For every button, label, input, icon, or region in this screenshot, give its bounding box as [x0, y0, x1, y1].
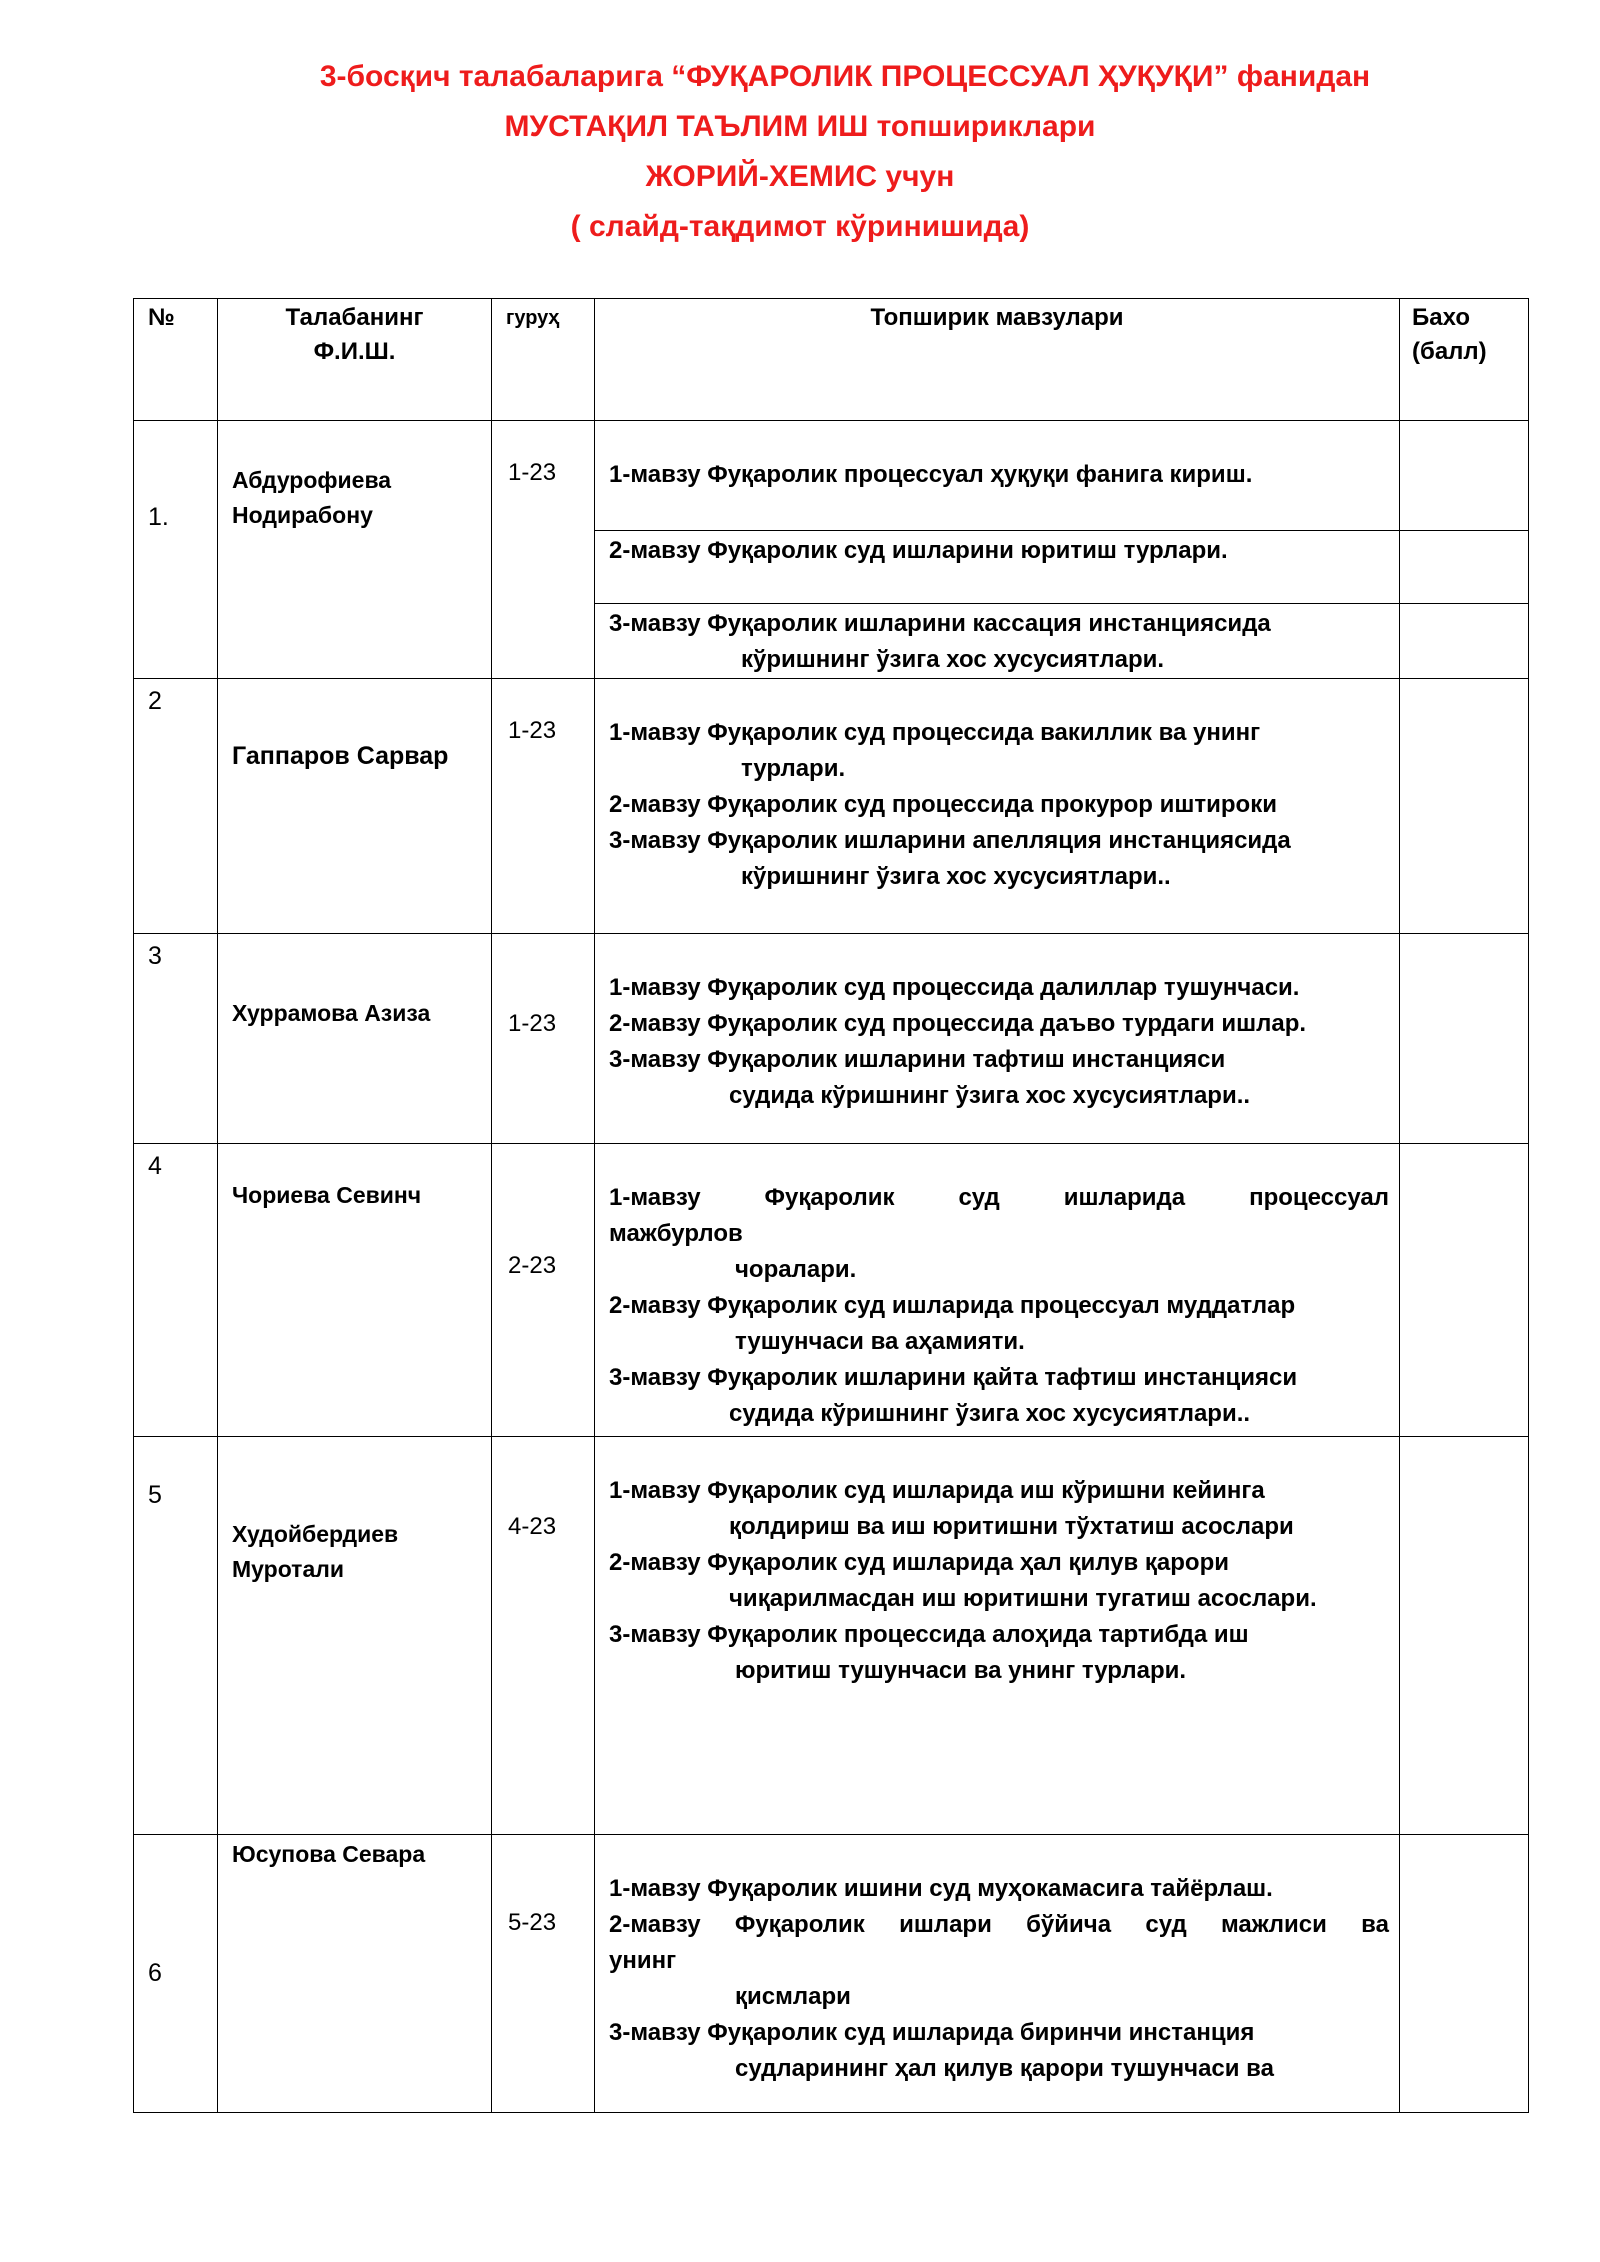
table-row [134, 1144, 1529, 1437]
topic-3: 3-мавзу Фуқаролик ишларини апелляция инстанциясида [609, 827, 1291, 854]
topic-3: 3-мавзу Фуқаролик ишларини кассация инстанциясида [609, 610, 1271, 637]
student-name-line1: Юсупова Севара [232, 1841, 426, 1867]
row-number: 5 [148, 1481, 162, 1509]
topic-3-cont: юритиш тушунчаси ва унинг турлари. [735, 1657, 1187, 1684]
topic-3-cont: судларининг ҳал қилув қарори тушунчаси ва [735, 2055, 1274, 2082]
topic-word: ва [1361, 1911, 1389, 1938]
document-title [0, 52, 1600, 252]
title-line-2: МУСТАҚИЛ ТАЪЛИМ ИШ топшириклари [504, 110, 1096, 143]
student-name-cell [218, 934, 492, 1144]
topic-word: бўйича [1026, 1911, 1112, 1938]
student-name-cell [218, 1835, 492, 2113]
table-row [134, 679, 1529, 934]
header-grade-line1: Бахо [1412, 304, 1471, 331]
topic-1: 1-мавзу Фуқаролик суд процессида далиллар тушунчаси. [609, 974, 1300, 1001]
table-row [134, 934, 1529, 1144]
table-row [134, 421, 1529, 531]
topics-cell [595, 1835, 1400, 2113]
header-topics: Топширик мавзулари [595, 299, 1400, 421]
student-name-cell [218, 1437, 492, 1835]
row-number-cell [134, 934, 218, 1144]
student-name-line1: Хуррамова Азиза [232, 1000, 431, 1026]
title-line-1: 3-босқич талабаларига “ФУҚАРОЛИК ПРОЦЕССУАЛ ҲУҚУҚИ” фанидан [319, 60, 1371, 93]
row-number-cell [134, 421, 218, 679]
header-name-line2: Ф.И.Ш. [313, 338, 396, 365]
row-number-cell [134, 1144, 218, 1437]
student-name-line2: Нодирабону [232, 502, 373, 528]
topic-2: 2-мавзу Фуқаролик суд ишларида ҳал қилув қарори [609, 1549, 1230, 1576]
topic-1-cont: мажбурлов [609, 1220, 743, 1247]
row-number: 3 [148, 942, 162, 970]
header-student-name [218, 299, 492, 421]
header-name-line1: Талабанинг [285, 304, 424, 331]
group-value: 4-23 [508, 1513, 557, 1540]
topic-1: 1-мавзу Фуқаролик суд процессида вакиллик ва унинг [609, 719, 1261, 746]
topic-3: 3-мавзу Фуқаролик суд ишларида биринчи инстанция [609, 2019, 1255, 2046]
student-name-line1: Чориева Севинч [232, 1182, 422, 1208]
header-number: № [134, 299, 218, 421]
row-number-cell [134, 1437, 218, 1835]
topic-2: 2-мавзу Фуқаролик суд процессида прокурор иштироки [609, 791, 1277, 818]
grade-cell [1400, 1437, 1529, 1835]
topic-2: 2-мавзу Фуқаролик суд процессида даъво турдаги ишлар. [609, 1010, 1307, 1037]
topics-cell [595, 1144, 1400, 1437]
topics-cell [595, 531, 1400, 604]
topics-cell [595, 679, 1400, 934]
student-name-line1: Гаппаров Сарвар [232, 742, 449, 770]
topic-2-cont2: қисмлари [735, 1983, 851, 2010]
table-row [134, 1835, 1529, 2113]
topic-word: Фуқаролик [734, 1911, 865, 1938]
group-value: 1-23 [508, 717, 557, 744]
topic-2 [609, 1907, 1389, 1943]
row-number: 6 [148, 1959, 162, 1987]
student-name-cell [218, 679, 492, 934]
topic-1 [609, 1180, 1389, 1216]
row-number: 4 [148, 1152, 162, 1180]
table-header-row [134, 299, 1529, 421]
topic-2: 2-мавзу Фуқаролик суд ишларида процессуал муддатлар [609, 1292, 1296, 1319]
grade-cell [1400, 679, 1529, 934]
student-name-cell [218, 421, 492, 679]
topic-word: суд [1145, 1911, 1187, 1938]
topic-3: 3-мавзу Фуқаролик процессида алоҳида тартибда иш [609, 1621, 1249, 1648]
student-name-cell [218, 1144, 492, 1437]
header-group: гуруҳ [492, 299, 595, 421]
row-number-cell [134, 679, 218, 934]
topic-2-cont: чиқарилмасдан иш юритишни тугатиш асослари. [729, 1585, 1317, 1612]
group-cell [492, 1144, 595, 1437]
group-value: 1-23 [508, 1010, 557, 1037]
topic-2-cont: тушунчаси ва аҳамияти. [735, 1328, 1025, 1355]
group-value: 5-23 [508, 1909, 557, 1936]
title-line-3: ЖОРИЙ-ХЕМИС учун [645, 160, 955, 193]
topic-3-cont: кўришнинг ўзига хос хусусиятлари. [741, 646, 1165, 673]
student-name-line1: Худойбердиев [232, 1521, 399, 1547]
topic-1-cont: қолдириш ва иш юритишни тўхтатиш асослари [729, 1513, 1294, 1540]
topic-3-cont: судида кўришнинг ўзига хос хусусиятлари.. [729, 1400, 1251, 1427]
grade-cell [1400, 1835, 1529, 2113]
topics-cell [595, 604, 1400, 679]
row-number-cell [134, 1835, 218, 2113]
row-number: 1. [148, 503, 169, 531]
topic-word: 1-мавзу [609, 1184, 701, 1211]
topic-word: процессуал [1249, 1184, 1389, 1211]
row-number: 2 [148, 687, 162, 715]
title-line-4: ( слайд-тақдимот кўринишида) [570, 210, 1030, 243]
grade-cell [1400, 1144, 1529, 1437]
group-cell [492, 934, 595, 1144]
topic-word: ишлари [899, 1911, 992, 1938]
grade-cell [1400, 934, 1529, 1144]
group-cell [492, 1437, 595, 1835]
topic-1-cont: турлари. [741, 755, 846, 782]
topic-3: 3-мавзу Фуқаролик ишларини тафтиш инстанцияси [609, 1046, 1226, 1073]
topic-word: Фуқаролик [764, 1184, 895, 1211]
topics-cell [595, 1437, 1400, 1835]
topic-3-cont: кўришнинг ўзига хос хусусиятлари.. [741, 863, 1171, 890]
group-value: 1-23 [508, 459, 557, 486]
topics-cell [595, 421, 1400, 531]
topic-2-cont: унинг [609, 1947, 677, 1974]
grade-cell [1400, 421, 1529, 531]
group-cell [492, 421, 595, 679]
student-name-line2: Муротали [232, 1556, 344, 1582]
topic-3-cont: судида кўришнинг ўзига хос хусусиятлари.. [729, 1082, 1251, 1109]
topic-word: 2-мавзу [609, 1911, 701, 1938]
grade-cell [1400, 531, 1529, 604]
table-row [134, 1437, 1529, 1835]
header-grade [1400, 299, 1529, 421]
topic-1: 1-мавзу Фуқаролик суд ишларида иш кўришни кейинга [609, 1477, 1265, 1504]
group-cell [492, 1835, 595, 2113]
assignments-table [133, 298, 1529, 2113]
student-name-line1: Абдурофиева [232, 467, 392, 493]
topic-1: 1-мавзу Фуқаролик ишини суд муҳокамасига тайёрлаш. [609, 1875, 1273, 1902]
group-value: 2-23 [508, 1252, 557, 1279]
topic-1: 1-мавзу Фуқаролик процессуал ҳуқуқи фанига кириш. [609, 461, 1253, 488]
grade-cell [1400, 604, 1529, 679]
topic-2: 2-мавзу Фуқаролик суд ишларини юритиш турлари. [609, 537, 1228, 564]
header-grade-line2: (балл) [1412, 338, 1487, 365]
topic-word: ишларида [1063, 1184, 1186, 1211]
topic-3: 3-мавзу Фуқаролик ишларини қайта тафтиш инстанцияси [609, 1364, 1298, 1391]
topics-cell [595, 934, 1400, 1144]
topic-1-cont2: чоралари. [735, 1256, 857, 1283]
topic-word: суд [958, 1184, 1000, 1211]
group-cell [492, 679, 595, 934]
topic-word: мажлиси [1220, 1911, 1327, 1938]
